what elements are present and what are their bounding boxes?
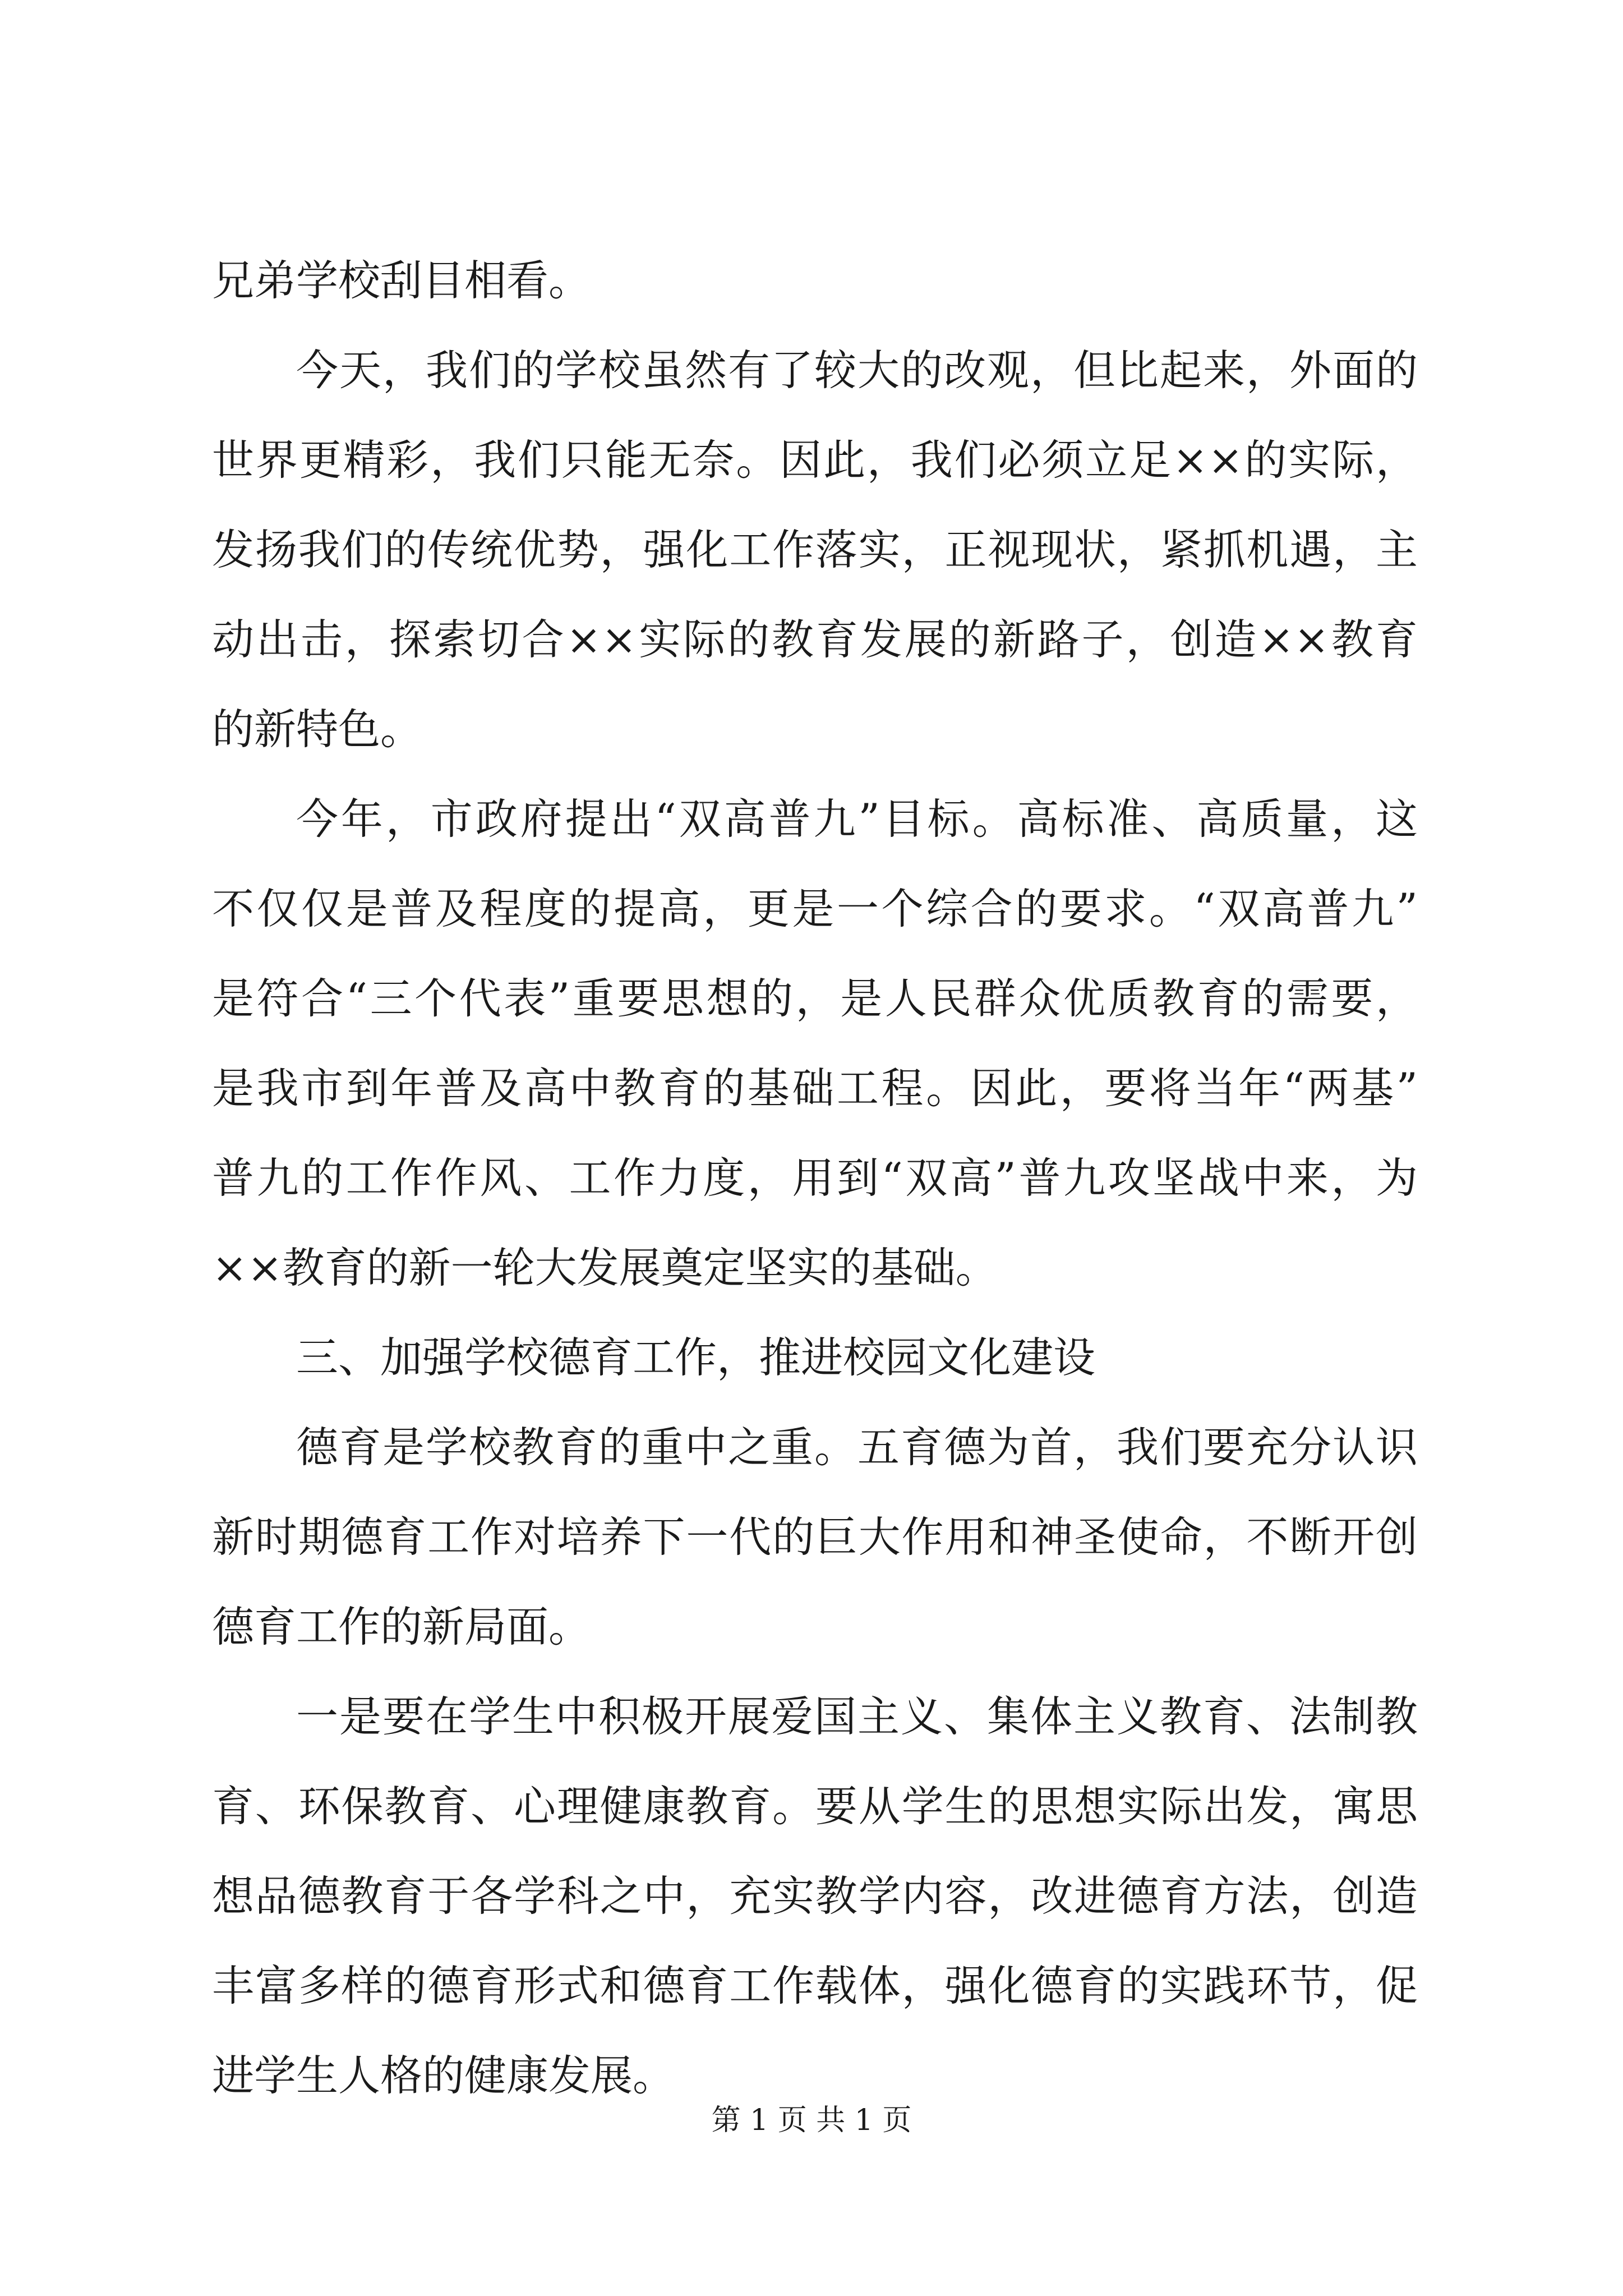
text-line: 是符合“三个代表”重要思想的，是人民群众优质教育的需要， (212, 974, 1418, 1023)
text-line: 新时期德育工作对培养下一代的巨大作用和神圣使命，不断开创 (212, 1512, 1418, 1562)
text-line: 丰富多样的德育形式和德育工作载体，强化德育的实践环节，促 (212, 1961, 1418, 2010)
text-line: 兄弟学校刮目相看。 (212, 256, 591, 305)
text-line: 世界更精彩，我们只能无奈。因此，我们必须立足××的实际， (212, 435, 1418, 485)
text-line: 想品德教育于各学科之中，充实教学内容，改进德育方法，创造 (212, 1871, 1418, 1921)
text-line: 动出击，探索切合××实际的教育发展的新路子，创造××教育 (212, 615, 1418, 664)
text-line: 是我市到年普及高中教育的基础工程。因此，要将当年“两基” (212, 1064, 1418, 1113)
text-line: 不仅仅是普及程度的提高，更是一个综合的要求。“双高普九” (212, 884, 1418, 933)
document-body (212, 236, 1418, 2120)
paragraph-first-line: 今天，我们的学校虽然有了较大的改观，但比起来，外面的 (296, 346, 1418, 395)
text-line: 普九的工作作风、工作力度，用到“双高”普九攻坚战中来，为 (212, 1153, 1418, 1203)
text-line: 发扬我们的传统优势，强化工作落实，正视现状，紧抓机遇，主 (212, 525, 1418, 574)
paragraph-first-line: 今年，市政府提出“双高普九”目标。高标准、高质量，这 (296, 794, 1418, 844)
text-line: ××教育的新一轮大发展奠定坚实的基础。 (212, 1243, 998, 1292)
section-heading: 三、加强学校德育工作，推进校园文化建设 (296, 1333, 1096, 1382)
text-line: 进学生人格的健康发展。 (212, 2051, 675, 2100)
paragraph-first-line: 德育是学校教育的重中之重。五育德为首，我们要充分认识 (296, 1423, 1418, 1472)
text-line: 的新特色。 (212, 705, 423, 754)
page-number-footer: 第 1 页 共 1 页 (711, 2104, 912, 2137)
text-line: 德育工作的新局面。 (212, 1602, 591, 1651)
paragraph-first-line: 一是要在学生中积极开展爱国主义、集体主义教育、法制教 (296, 1692, 1418, 1741)
text-line: 育、环保教育、心理健康教育。要从学生的思想实际出发，寓思 (212, 1782, 1418, 1831)
